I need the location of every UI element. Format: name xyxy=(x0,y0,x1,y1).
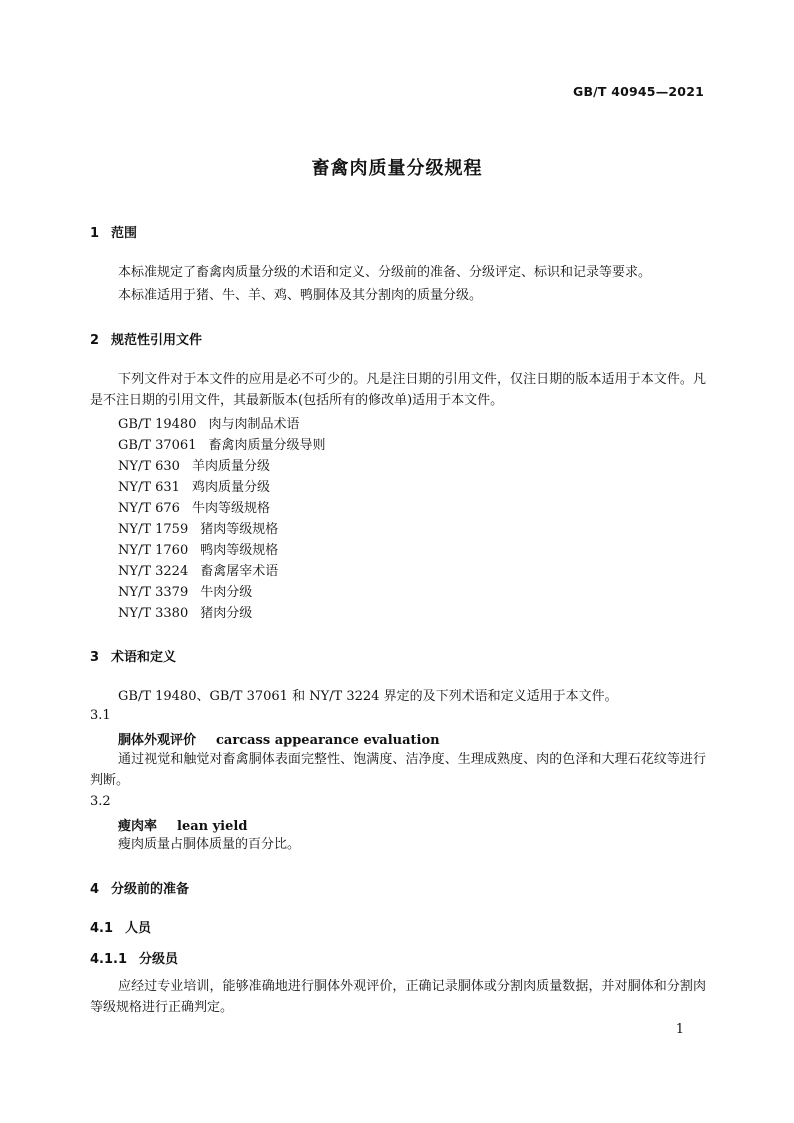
standard-code: GB/T 40945—2021 xyxy=(572,84,704,99)
terms-intro: GB/T 19480、GB/T 37061 和 NY/T 3224 界定的及下列术语和定义适用于本文件。 xyxy=(118,689,618,704)
reference-code: NY/T 1759 xyxy=(118,522,189,537)
reference-code: NY/T 3380 xyxy=(118,606,189,621)
reference-code: NY/T 3379 xyxy=(118,585,189,600)
reference-name: 猪肉分级 xyxy=(200,606,253,621)
section-title: 范围 xyxy=(111,226,138,241)
page-number: 1 xyxy=(675,1022,684,1037)
reference-name: 猪肉等级规格 xyxy=(200,522,279,537)
reference-item xyxy=(118,476,270,495)
term-entry xyxy=(118,815,247,834)
reference-code: NY/T 631 xyxy=(118,480,180,495)
term-number: 3.1 xyxy=(90,708,111,723)
reference-name: 牛肉分级 xyxy=(200,585,253,600)
term-zh: 瘦肉率 xyxy=(118,819,158,834)
reference-code: NY/T 3224 xyxy=(118,564,189,579)
section-number: 3 xyxy=(90,650,100,665)
reference-item xyxy=(118,518,278,537)
normative-references-intro: 下列文件对于本文件的应用是必不可少的。凡是注日期的引用文件，仅注日期的版本适用于本文件。凡是不注日期的引用文件，其最新版本(包括所有的修改单)适用于本文件。 xyxy=(90,372,706,408)
term-entry xyxy=(118,729,440,748)
subsection-4-1-heading xyxy=(90,917,151,936)
section-number: 4 xyxy=(90,882,100,897)
subsection-title: 分级员 xyxy=(139,952,179,967)
document-title: 畜禽肉质量分级规程 xyxy=(311,158,483,179)
grader-paragraph: 应经过专业培训，能够准确地进行胴体外观评价，正确记录胴体或分割肉质量数据，并对胴体和分割肉等级规格进行正确判定。 xyxy=(90,979,706,1015)
reference-name: 鸡肉质量分级 xyxy=(191,480,270,495)
reference-item xyxy=(118,539,278,558)
subsection-title: 人员 xyxy=(125,921,152,936)
term-en: carcass appearance evaluation xyxy=(216,733,440,748)
reference-name: 畜禽肉质量分级导则 xyxy=(208,438,326,453)
scope-paragraph-2: 本标准适用于猪、牛、羊、鸡、鸭胴体及其分割肉的质量分级。 xyxy=(118,288,483,303)
scope-paragraph-1: 本标准规定了畜禽肉质量分级的术语和定义、分级前的准备、分级评定、标识和记录等要求。 xyxy=(118,265,652,280)
reference-item xyxy=(118,497,270,516)
reference-name: 牛肉等级规格 xyxy=(191,501,270,516)
section-number: 2 xyxy=(90,333,100,348)
section-title: 规范性引用文件 xyxy=(111,333,203,348)
reference-item xyxy=(118,434,326,453)
term-zh: 胴体外观评价 xyxy=(118,733,197,748)
subsection-4-1-1-heading xyxy=(90,948,178,967)
section-1-heading xyxy=(90,222,137,241)
reference-code: GB/T 37061 xyxy=(118,438,197,453)
reference-code: NY/T 630 xyxy=(118,459,180,474)
reference-code: NY/T 676 xyxy=(118,501,180,516)
term-number: 3.2 xyxy=(90,794,111,809)
reference-item xyxy=(118,581,252,600)
section-2-heading xyxy=(90,329,202,348)
reference-name: 肉与肉制品术语 xyxy=(208,417,300,432)
term-definition: 通过视觉和触觉对畜禽胴体表面完整性、饱满度、洁净度、生理成熟度、肉的色泽和大理石花纹等进行判断。 xyxy=(90,752,706,788)
term-definition: 瘦肉质量占胴体质量的百分比。 xyxy=(118,837,301,852)
reference-item xyxy=(118,413,300,432)
subsection-number: 4.1 xyxy=(90,921,114,936)
reference-name: 畜禽屠宰术语 xyxy=(200,564,279,579)
section-4-heading xyxy=(90,878,189,897)
reference-code: GB/T 19480 xyxy=(118,417,197,432)
reference-code: NY/T 1760 xyxy=(118,543,189,558)
section-3-heading xyxy=(90,646,176,665)
section-title: 分级前的准备 xyxy=(111,882,190,897)
reference-name: 羊肉质量分级 xyxy=(191,459,270,474)
section-title: 术语和定义 xyxy=(111,650,177,665)
reference-item xyxy=(118,455,270,474)
reference-item xyxy=(118,560,278,579)
reference-item xyxy=(118,602,252,621)
term-en: lean yield xyxy=(177,819,248,834)
reference-name: 鸭肉等级规格 xyxy=(200,543,279,558)
section-number: 1 xyxy=(90,226,100,241)
subsection-number: 4.1.1 xyxy=(90,952,128,967)
